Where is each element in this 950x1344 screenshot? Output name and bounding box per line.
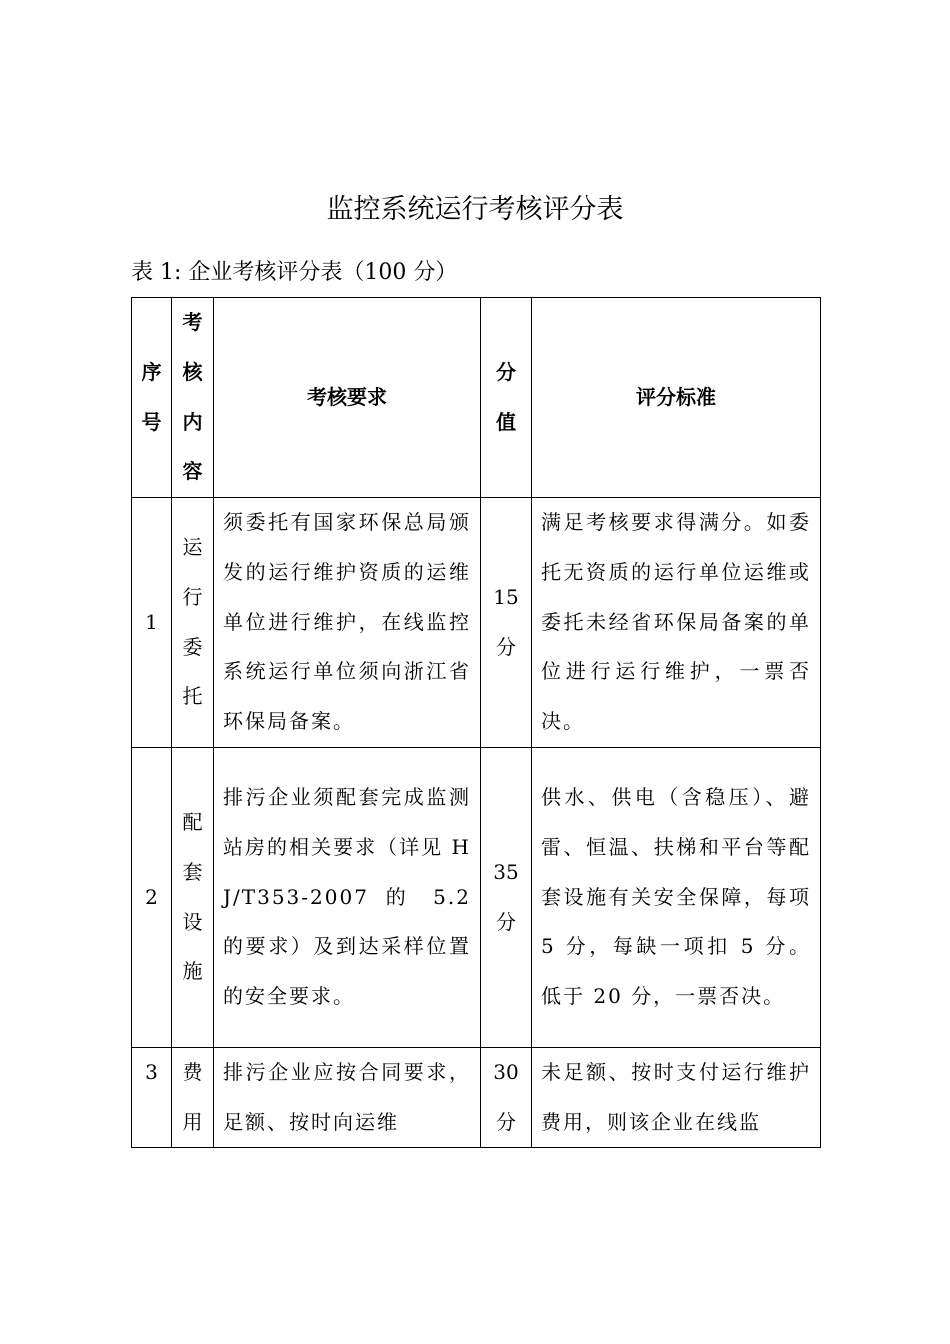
- header-criteria: 评分标准: [532, 298, 821, 498]
- header-requirement: 考核要求: [214, 298, 481, 498]
- header-seq: 序号: [132, 298, 172, 498]
- table-row: [132, 1048, 821, 1148]
- row-content: 运行委托: [172, 498, 214, 748]
- scoring-table: [131, 297, 821, 1148]
- row-requirement: 排污企业应按合同要求，足额、按时向运维: [214, 1048, 481, 1148]
- header-content: 考核内容: [172, 298, 214, 498]
- document-title: 监控系统运行考核评分表: [326, 194, 624, 225]
- row-criteria: 满足考核要求得满分。如委托无资质的运行单位运维或委托未经省环保局备案的单位进行运行维护，一票否决。: [532, 498, 821, 748]
- row-seq: 1: [132, 498, 172, 748]
- row-score: 15分: [481, 498, 532, 748]
- table-row: [132, 748, 821, 1048]
- header-score: 分值: [481, 298, 532, 498]
- row-requirement: 须委托有国家环保总局颁发的运行维护资质的运维单位进行维护，在线监控系统运行单位须向浙江省环保局备案。: [214, 498, 481, 748]
- row-criteria: 供水、供电（含稳压）、避雷、恒温、扶梯和平台等配套设施有关安全保障，每项 5 分，每缺一项扣 5 分。低于 20 分，一票否决。: [532, 748, 821, 1048]
- row-score: 35分: [481, 748, 532, 1048]
- row-content: 配套设施: [172, 748, 214, 1048]
- row-criteria: 未足额、按时支付运行维护费用，则该企业在线监: [532, 1048, 821, 1148]
- row-seq: 3: [132, 1048, 172, 1148]
- table-row: [132, 498, 821, 748]
- row-score: 30分: [481, 1048, 532, 1148]
- table-header-row: [132, 298, 821, 498]
- row-seq: 2: [132, 748, 172, 1048]
- row-content: 费用: [172, 1048, 214, 1148]
- row-requirement: 排污企业须配套完成监测站房的相关要求（详见 HJ/T353-2007 的 5.2 的要求）及到达采样位置的安全要求。: [214, 748, 481, 1048]
- table-caption: 表 1: 企业考核评分表（100 分）: [131, 260, 458, 285]
